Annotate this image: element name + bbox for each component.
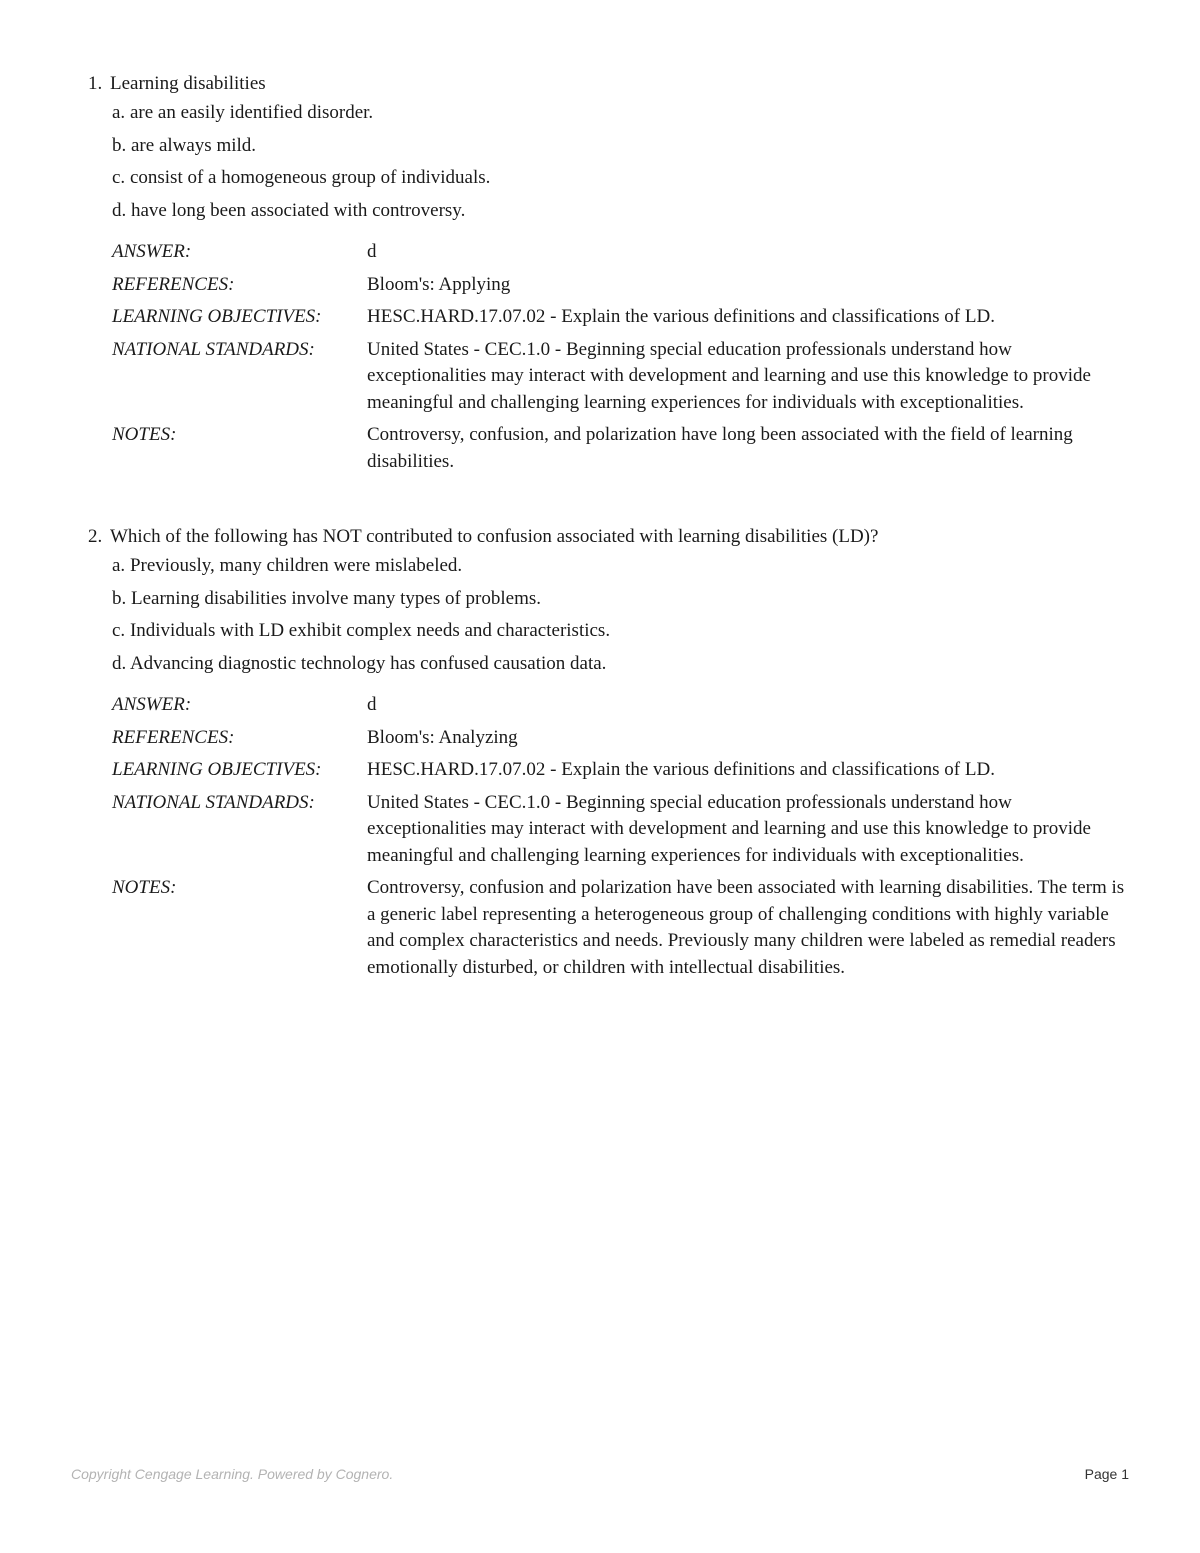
answer-options (112, 101, 1148, 231)
option-letter: d. (112, 199, 127, 221)
answer-label: ANSWER: (112, 694, 192, 715)
notes-value: Controversy, confusion and polarization have been associated with learning disabilities. The term is a generic label representing a heterogeneous group of challenging conditions with highly variable and complex characteristics and needs. Previously many children were labeled as remedial readers emotionally disturbed, or children with intellectual disabilities. (367, 877, 1125, 978)
question-metadata (112, 239, 1148, 475)
option-letter: a. (112, 102, 126, 123)
question-text: Which of the following has NOT contributed to confusion associated with learning disabilities (LD)? (110, 526, 879, 547)
option-letter: d. (112, 652, 127, 674)
question-stem (88, 525, 1148, 549)
question-metadata (112, 692, 1148, 981)
notes-label: NOTES: (112, 424, 177, 445)
option-c (112, 166, 1148, 199)
answer-value: d (367, 694, 377, 715)
references-value: Bloom's: Analyzing (367, 726, 518, 748)
question-text: Learning disabilities (110, 73, 266, 94)
notes-row (112, 875, 1148, 981)
option-text: have long been associated with controversy. (131, 199, 466, 221)
copyright-text: Copyright Cengage Learning. Powered by Cognero. (71, 1466, 394, 1482)
question-1 (88, 72, 1148, 481)
question-number: 1. (88, 73, 103, 94)
objectives-row (112, 304, 1148, 331)
question-number: 2. (88, 526, 103, 547)
option-a (112, 101, 1148, 134)
references-label: REFERENCES: (112, 726, 235, 748)
option-d (112, 652, 1148, 685)
option-c (112, 619, 1148, 652)
objectives-label: LEARNING OBJECTIVES: (112, 306, 322, 327)
option-letter: b. (112, 134, 127, 156)
option-text: are an easily identified disorder. (129, 102, 374, 123)
standards-value: United States - CEC.1.0 - Beginning special education professionals understand how exceptionalities may interact with development and learning and use this knowledge to provide meaningful and challenging learning experiences for individuals with exceptionalities. (367, 791, 1091, 866)
answer-row (112, 239, 1148, 266)
answer-options (112, 554, 1148, 684)
references-row (112, 272, 1148, 299)
objectives-value: HESC.HARD.17.07.02 - Explain the various definitions and classifications of LD. (367, 306, 995, 327)
standards-label: NATIONAL STANDARDS: (112, 791, 315, 813)
option-text: consist of a homogeneous group of individuals. (129, 167, 491, 188)
option-b (112, 587, 1148, 620)
option-text: Learning disabilities involve many types of problems. (131, 587, 542, 609)
answer-value: d (367, 241, 377, 262)
option-text: Individuals with LD exhibit complex needs and characteristics. (129, 620, 611, 641)
objectives-row (112, 757, 1148, 784)
answer-row (112, 692, 1148, 719)
objectives-label: LEARNING OBJECTIVES: (112, 759, 322, 780)
notes-label: NOTES: (112, 877, 177, 898)
question-2 (88, 525, 1148, 987)
option-text: Advancing diagnostic technology has confused causation data. (129, 652, 607, 674)
standards-label: NATIONAL STANDARDS: (112, 338, 315, 360)
option-d (112, 199, 1148, 232)
option-text: are always mild. (131, 134, 257, 156)
standards-value: United States - CEC.1.0 - Beginning special education professionals understand how exceptionalities may interact with development and learning and use this knowledge to provide meaningful and challenging learning experiences for individuals with exceptionalities. (367, 338, 1091, 413)
option-text: Previously, many children were mislabeled. (129, 555, 463, 576)
notes-value: Controversy, confusion, and polarization have long been associated with the field of learning disabilities. (367, 424, 1073, 472)
standards-row (112, 337, 1148, 417)
references-value: Bloom's: Applying (367, 273, 511, 295)
option-b (112, 134, 1148, 167)
references-label: REFERENCES: (112, 273, 235, 295)
option-a (112, 554, 1148, 587)
option-letter: a. (112, 555, 126, 576)
question-stem (88, 72, 1148, 96)
option-letter: c. (112, 167, 126, 188)
references-row (112, 725, 1148, 752)
option-letter: c. (112, 620, 126, 641)
answer-label: ANSWER: (112, 241, 192, 262)
page-number: Page 1 (1084, 1466, 1129, 1482)
notes-row (112, 422, 1148, 475)
standards-row (112, 790, 1148, 870)
objectives-value: HESC.HARD.17.07.02 - Explain the various definitions and classifications of LD. (367, 759, 995, 780)
option-letter: b. (112, 587, 127, 609)
